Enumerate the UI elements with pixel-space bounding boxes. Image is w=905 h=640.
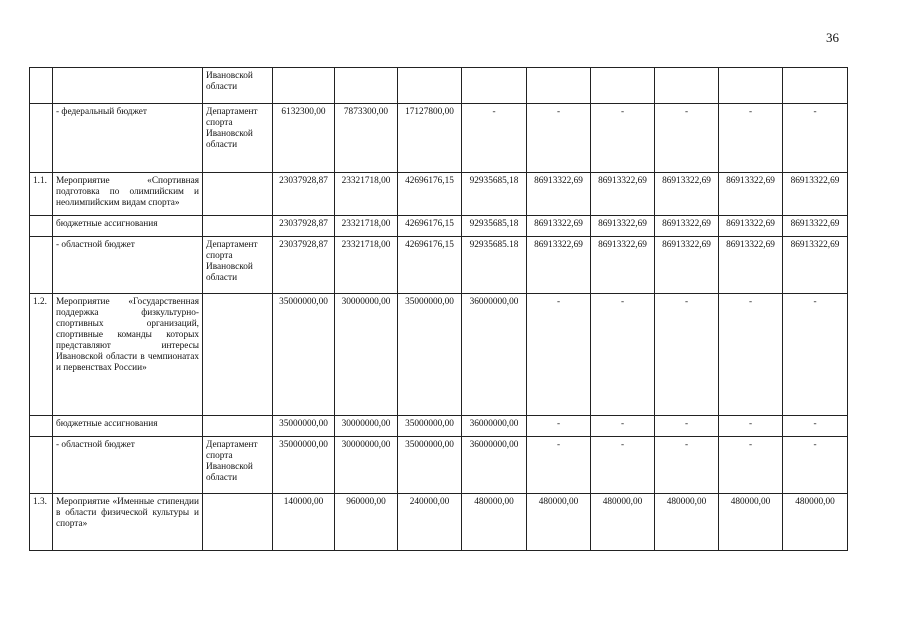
value-cell: 36000000,00 [462, 416, 527, 437]
value-cell: 86913322,69 [591, 173, 655, 216]
value-cell: 35000000,00 [398, 416, 462, 437]
table-row [30, 294, 848, 416]
value-cell: - [527, 416, 591, 437]
value-cell: 35000000,00 [273, 416, 335, 437]
value-cell: 35000000,00 [273, 437, 335, 494]
value-cell: 30000000,00 [335, 416, 398, 437]
value-cell: 86913322,69 [783, 237, 848, 294]
value-cell: 86913322,69 [783, 173, 848, 216]
value-cell: - [591, 294, 655, 416]
value-cell: 92935685.18 [462, 237, 527, 294]
value-cell: 7873300,00 [335, 104, 398, 173]
table-row [30, 237, 848, 294]
budget-table [29, 67, 848, 551]
value-cell: - [591, 104, 655, 173]
value-cell: 42696176,15 [398, 237, 462, 294]
executor-cell [203, 416, 273, 437]
value-cell: 36000000,00 [462, 437, 527, 494]
value-cell: 480000,00 [655, 494, 719, 551]
value-cell: 6132300,00 [273, 104, 335, 173]
value-cell: - [783, 104, 848, 173]
value-cell [719, 68, 783, 104]
value-cell: 17127800,00 [398, 104, 462, 173]
value-cell [655, 68, 719, 104]
value-cell: 86913322,69 [719, 237, 783, 294]
value-cell: 86913322,69 [655, 237, 719, 294]
table-row [30, 494, 848, 551]
value-cell: - [719, 437, 783, 494]
table-row [30, 68, 848, 104]
value-cell: - [783, 416, 848, 437]
table-row [30, 216, 848, 237]
executor-cell [203, 216, 273, 237]
value-cell [462, 68, 527, 104]
table-row [30, 104, 848, 173]
value-cell: 23037928,87 [273, 173, 335, 216]
value-cell [527, 68, 591, 104]
value-cell: 86913322,69 [527, 237, 591, 294]
value-cell: - [719, 416, 783, 437]
row-index-cell: 1.1. [30, 173, 53, 216]
value-cell: 86913322,69 [719, 173, 783, 216]
row-index-cell [30, 416, 53, 437]
value-cell: 23321718,00 [335, 216, 398, 237]
value-cell: 23037928,87 [273, 216, 335, 237]
value-cell: 960000,00 [335, 494, 398, 551]
table-row [30, 437, 848, 494]
executor-cell: Департамент спорта Ивановской области [203, 437, 273, 494]
value-cell [783, 68, 848, 104]
value-cell: 42696176,15 [398, 216, 462, 237]
value-cell: 35000000,00 [398, 437, 462, 494]
value-cell: 23321718,00 [335, 173, 398, 216]
value-cell: 23037928,87 [273, 237, 335, 294]
value-cell: - [591, 437, 655, 494]
value-cell: 30000000,00 [335, 294, 398, 416]
value-cell: 480000,00 [462, 494, 527, 551]
executor-cell: Ивановской области [203, 68, 273, 104]
executor-cell [203, 494, 273, 551]
measure-name-cell: бюджетные ассигнования [53, 216, 203, 237]
value-cell: - [655, 437, 719, 494]
value-cell [335, 68, 398, 104]
value-cell: - [783, 437, 848, 494]
value-cell: 92935685,18 [462, 216, 527, 237]
row-index-cell: 1.2. [30, 294, 53, 416]
value-cell: 35000000,00 [398, 294, 462, 416]
value-cell: 480000,00 [783, 494, 848, 551]
value-cell: 86913322,69 [719, 216, 783, 237]
executor-cell: Департамент спорта Ивановской области [203, 237, 273, 294]
executor-cell: Департамент спорта Ивановской области [203, 104, 273, 173]
value-cell: 86913322,69 [591, 216, 655, 237]
value-cell: 35000000,00 [273, 294, 335, 416]
value-cell: - [719, 104, 783, 173]
executor-cell [203, 173, 273, 216]
measure-name-cell: - областной бюджет [53, 437, 203, 494]
value-cell: 86913322,69 [655, 216, 719, 237]
value-cell: - [655, 104, 719, 173]
executor-cell [203, 294, 273, 416]
row-index-cell [30, 68, 53, 104]
value-cell: 480000,00 [719, 494, 783, 551]
measure-name-cell: Мероприятие «Спортивная подготовка по олимпийским и неолимпийским видам спорта» [53, 173, 203, 216]
table-row [30, 173, 848, 216]
value-cell: 86913322,69 [655, 173, 719, 216]
value-cell [398, 68, 462, 104]
value-cell [273, 68, 335, 104]
value-cell [591, 68, 655, 104]
value-cell: - [462, 104, 527, 173]
value-cell: 36000000,00 [462, 294, 527, 416]
value-cell: - [655, 294, 719, 416]
value-cell: 92935685,18 [462, 173, 527, 216]
value-cell: 42696176,15 [398, 173, 462, 216]
table-row [30, 416, 848, 437]
value-cell: 86913322,69 [591, 237, 655, 294]
value-cell: 86913322,69 [527, 216, 591, 237]
value-cell: 30000000,00 [335, 437, 398, 494]
value-cell: 23321718,00 [335, 237, 398, 294]
row-index-cell: 1.3. [30, 494, 53, 551]
value-cell: 240000,00 [398, 494, 462, 551]
row-index-cell [30, 237, 53, 294]
measure-name-cell: - федеральный бюджет [53, 104, 203, 173]
measure-name-cell [53, 68, 203, 104]
measure-name-cell: - областной бюджет [53, 237, 203, 294]
row-index-cell [30, 104, 53, 173]
value-cell: 140000,00 [273, 494, 335, 551]
row-index-cell [30, 437, 53, 494]
row-index-cell [30, 216, 53, 237]
value-cell: 480000,00 [591, 494, 655, 551]
value-cell: - [655, 416, 719, 437]
value-cell: - [527, 104, 591, 173]
value-cell: - [527, 294, 591, 416]
value-cell: - [719, 294, 783, 416]
value-cell: 86913322,69 [783, 216, 848, 237]
measure-name-cell: бюджетные ассигнования [53, 416, 203, 437]
value-cell: 86913322,69 [527, 173, 591, 216]
value-cell: - [783, 294, 848, 416]
value-cell: 480000,00 [527, 494, 591, 551]
measure-name-cell: Мероприятие «Государственная поддержка физкультурно-спортивных организаций, спортивные команды которых представляют интересы Ивановской области в чемпионатах и первенствах России» [53, 294, 203, 416]
value-cell: - [527, 437, 591, 494]
value-cell: - [591, 416, 655, 437]
measure-name-cell: Мероприятие «Именные стипендии в области физической культуры и спорта» [53, 494, 203, 551]
page-number: 36 [826, 30, 839, 45]
